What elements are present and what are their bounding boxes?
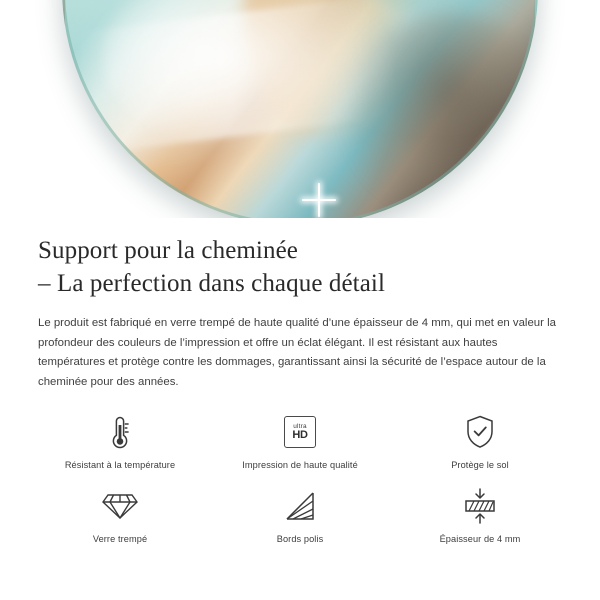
feature-item-temperature: [30, 410, 210, 470]
ultra-hd-bottom-text: HD: [292, 429, 308, 442]
feature-label: Bords polis: [276, 534, 324, 545]
feature-label: Verre trempé: [92, 534, 148, 545]
feature-item-print-quality: [210, 410, 390, 470]
page-title-line-2: – La perfection dans chaque détail: [38, 270, 385, 297]
ultra-hd-icon: [284, 410, 316, 454]
body-paragraph: Le produit est fabriqué en verre trempé de haute qualité d’une épaisseur de 4 mm, qui met en valeur la profondeur des couleurs de l’impression et offre un éclat élégant. Il est résistant aux hautes températures et protège contre les dommages, garantissant ainsi la sécurité de l’espace autour de la cheminée pour des années.: [38, 317, 556, 388]
feature-label: Épaisseur de 4 mm: [439, 534, 521, 545]
page-title: [38, 234, 562, 300]
polished-edges-icon: [283, 484, 317, 528]
thermometer-icon: [103, 410, 137, 454]
page-title-line-1: Support pour la cheminée: [38, 237, 298, 264]
feature-item-polished-edges: [210, 484, 390, 544]
text-content: [0, 218, 600, 392]
feature-item-floor-protection: [390, 410, 570, 470]
feature-label: Résistant à la température: [64, 460, 176, 471]
feature-item-thickness: [390, 484, 570, 544]
feature-label: Protège le sol: [451, 460, 509, 471]
shield-check-icon: [463, 410, 497, 454]
glass-plate-image: [62, 0, 538, 218]
hero-image: [0, 0, 600, 218]
feature-item-tempered-glass: [30, 484, 210, 544]
thickness-arrows-icon: [460, 484, 500, 528]
feature-grid: [0, 410, 600, 544]
diamond-icon: [101, 484, 139, 528]
ultra-hd-top-text: ultra: [293, 422, 307, 430]
feature-label: Impression de haute qualité: [242, 460, 358, 471]
